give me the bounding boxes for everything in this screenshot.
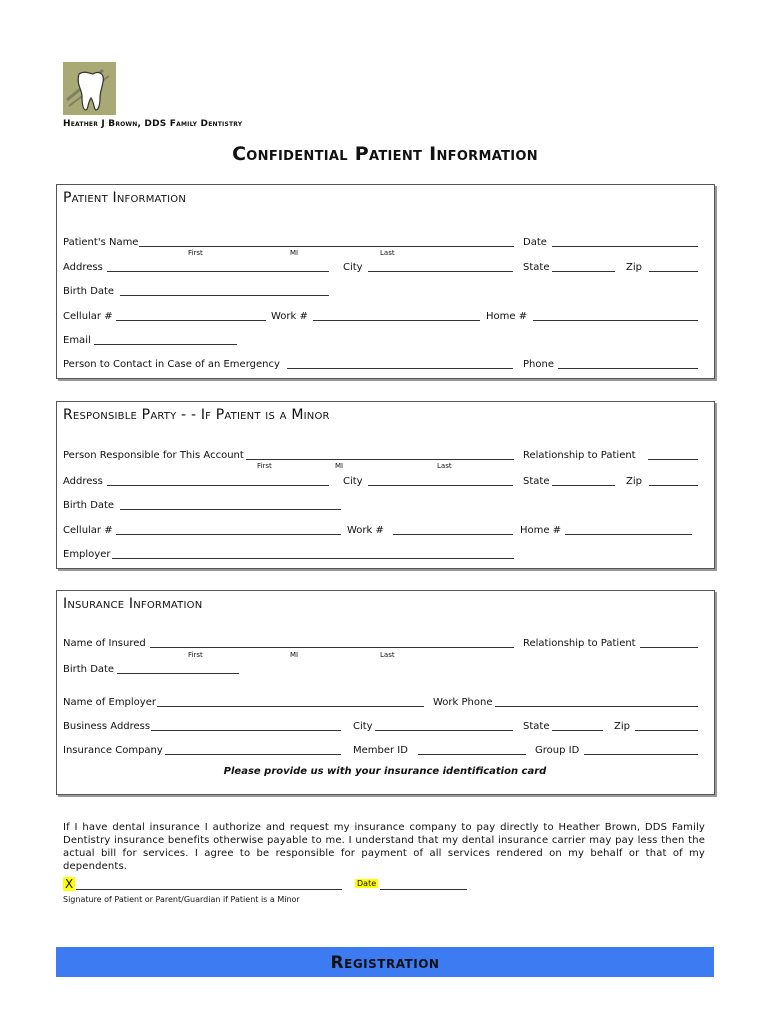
insurance-company-label: Insurance Company [63,745,163,756]
patient-zip-label: Zip [626,262,642,273]
first-caption: First [188,651,203,659]
emergency-contact-field[interactable] [287,368,513,369]
group-id-label: Group ID [535,745,580,756]
emergency-contact-label: Person to Contact in Case of an Emergency [63,359,280,370]
insurance-section [56,590,715,795]
insured-birth-field[interactable] [117,673,239,674]
insurance-zip-field[interactable] [635,730,698,731]
business-address-label: Business Address [63,721,151,732]
first-caption: First [188,249,203,257]
insured-name-label: Name of Insured [63,638,146,649]
insured-name-field[interactable] [150,647,514,648]
responsible-state-field[interactable] [552,485,615,486]
insurance-zip-label: Zip [614,721,630,732]
emergency-phone-field[interactable] [558,368,698,369]
patient-date-field[interactable] [552,246,698,247]
practice-logo [63,62,116,115]
signature-date-field[interactable] [380,889,467,890]
registration-banner: Registration [56,947,714,977]
patient-city-label: City [343,262,363,273]
responsible-employer-field[interactable] [112,558,514,559]
insurance-card-note: Please provide us with your insurance identification card [223,766,547,777]
responsible-city-field[interactable] [368,485,513,486]
patient-cell-label: Cellular # [63,311,113,322]
last-caption: Last [380,651,395,659]
responsible-cell-label: Cellular # [63,525,113,536]
patient-work-field[interactable] [313,320,480,321]
patient-birth-label: Birth Date [63,286,115,297]
last-caption: Last [437,462,452,470]
insured-employer-field[interactable] [157,706,424,707]
patient-state-label: State [523,262,550,273]
responsible-relationship-label: Relationship to Patient [523,450,636,461]
authorization-text: If I have dental insurance I authorize and request my insurance company to pay directly to Heather Brown, DDS Family Dentistry insurance benefits otherwise payable to me. I understand that my dental insurance carrier may pay less then the actual bill for services. I agree to be responsible for payment of all services rendered on my behalf or that of my dependents. [63,822,705,872]
emergency-phone-label: Phone [523,359,554,370]
mi-caption: MI [290,249,299,257]
signature-caption: Signature of Patient or Parent/Guardian if Patient is a Minor [63,895,300,904]
patient-email-field[interactable] [94,344,237,345]
responsible-work-label: Work # [347,525,384,536]
patient-work-label: Work # [271,311,308,322]
patient-city-field[interactable] [368,271,513,272]
insured-work-phone-label: Work Phone [433,697,493,708]
insured-employer-label: Name of Employer [63,697,156,708]
insurance-state-field[interactable] [552,730,603,731]
patient-state-field[interactable] [552,271,615,272]
responsible-relationship-field[interactable] [648,459,698,460]
responsible-home-field[interactable] [565,534,692,535]
mi-caption: MI [290,651,299,659]
patient-section-title: Patient Information [63,190,187,206]
member-id-field[interactable] [418,754,526,755]
insurance-city-label: City [353,721,373,732]
insured-relationship-label: Relationship to Patient [523,638,636,649]
patient-name-label: Patient's Name [63,237,139,248]
insurance-city-field[interactable] [375,730,513,731]
insured-birth-label: Birth Date [63,664,115,675]
patient-cell-field[interactable] [116,320,266,321]
insured-relationship-field[interactable] [640,647,698,648]
responsible-birth-field[interactable] [120,509,341,510]
group-id-field[interactable] [584,754,698,755]
insurance-state-label: State [523,721,550,732]
patient-home-field[interactable] [533,320,698,321]
responsible-zip-label: Zip [626,476,642,487]
patient-date-label: Date [523,237,547,248]
insurance-company-field[interactable] [165,754,341,755]
patient-name-field[interactable] [139,246,514,247]
responsible-employer-label: Employer [63,549,111,560]
responsible-home-label: Home # [520,525,562,536]
signature-x-mark: X [65,877,74,891]
responsible-cell-field[interactable] [116,534,341,535]
patient-home-label: Home # [486,311,528,322]
responsible-person-label: Person Responsible for This Account [63,450,244,461]
page-title: Confidential Patient Information [232,143,538,165]
responsible-city-label: City [343,476,363,487]
responsible-person-field[interactable] [246,459,514,460]
patient-zip-field[interactable] [649,271,698,272]
responsible-state-label: State [523,476,550,487]
practice-name: Heather J Brown, DDS Family Dentistry [63,119,243,129]
responsible-address-label: Address [63,476,103,487]
patient-address-field[interactable] [107,271,329,272]
patient-address-label: Address [63,262,103,273]
responsible-address-field[interactable] [107,485,329,486]
tooth-icon [63,62,116,115]
patient-section [56,184,715,379]
signature-date-label: Date [357,879,377,888]
responsible-section-title: Responsible Party - - If Patient is a Minor [63,407,330,423]
patient-birth-field[interactable] [120,295,329,296]
member-id-label: Member ID [353,745,408,756]
signature-field[interactable] [76,889,342,890]
first-caption: First [257,462,272,470]
responsible-work-field[interactable] [393,534,513,535]
mi-caption: MI [335,462,344,470]
insured-work-phone-field[interactable] [495,706,698,707]
patient-email-label: Email [63,335,91,346]
last-caption: Last [380,249,395,257]
responsible-zip-field[interactable] [649,485,698,486]
business-address-field[interactable] [151,730,341,731]
insurance-section-title: Insurance Information [63,596,203,612]
responsible-birth-label: Birth Date [63,500,115,511]
